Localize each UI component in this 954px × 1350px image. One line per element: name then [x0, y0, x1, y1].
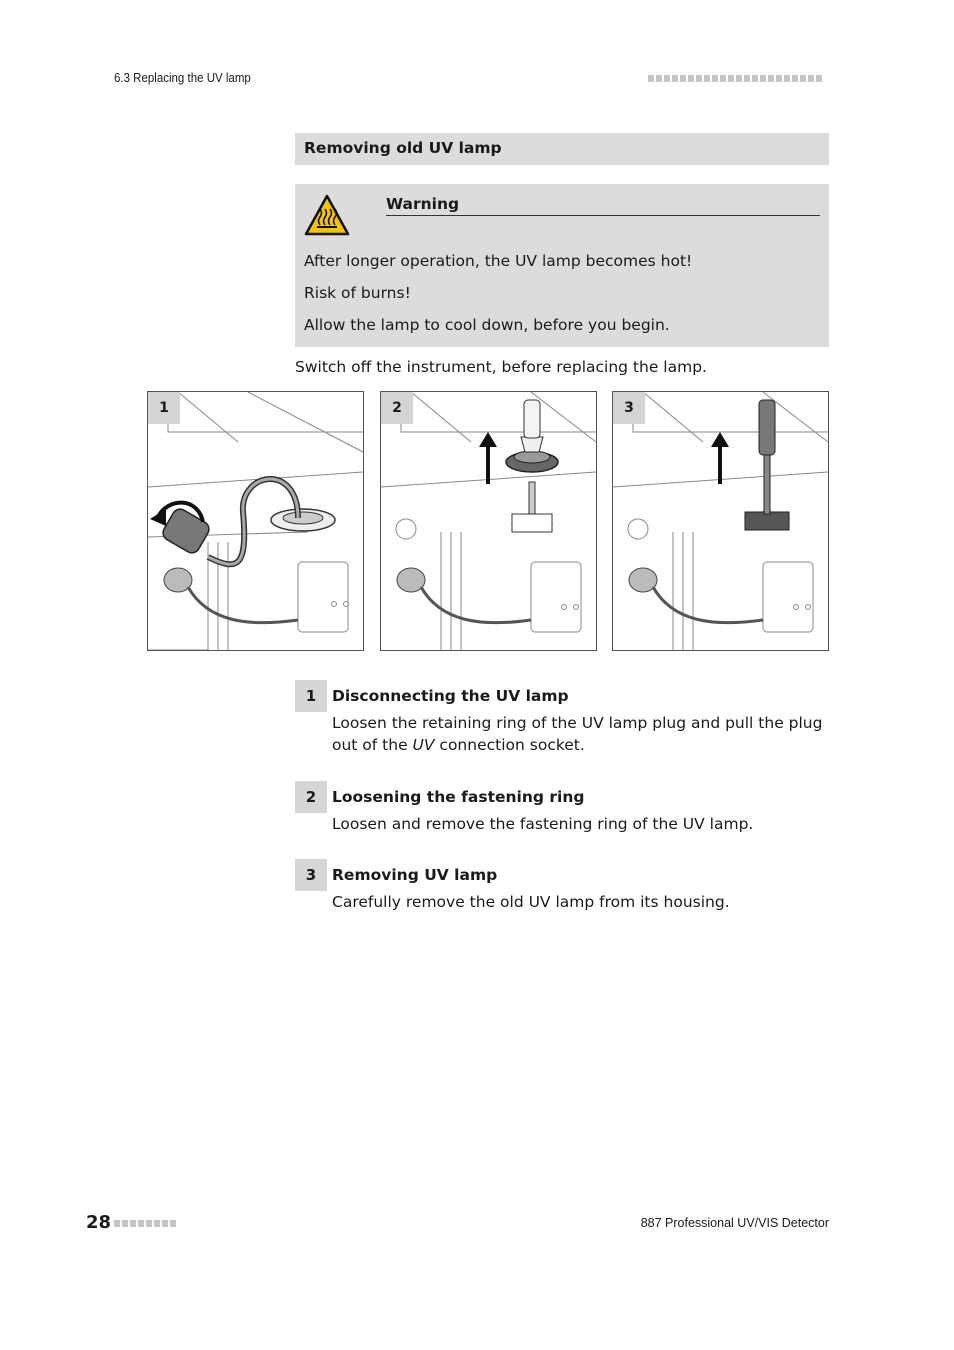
step-body-1-italic: UV — [412, 736, 435, 754]
figure-number-2: 2 — [381, 392, 413, 424]
figure-panel-1 — [147, 391, 364, 651]
page-number: 28 — [86, 1212, 112, 1233]
figure-number-3: 3 — [613, 392, 645, 424]
figure-3-illustration — [613, 392, 828, 650]
step-body-2: Loosen and remove the fastening ring of the UV lamp. — [332, 815, 754, 833]
footer-product: 887 Professional UV/VIS Detector — [640, 1216, 829, 1230]
warning-title-rule — [386, 215, 820, 216]
running-header-section: 6.3 Replacing the UV lamp — [114, 71, 251, 85]
step-title-3: Removing UV lamp — [332, 866, 498, 884]
step-body-3: Carefully remove the old UV lamp from its housing. — [332, 893, 730, 911]
warning-line-3: Allow the lamp to cool down, before you begin. — [304, 316, 670, 334]
step-body-1 — [332, 712, 832, 756]
section-title-bar — [295, 133, 829, 165]
warning-line-2: Risk of burns! — [304, 284, 411, 302]
step-body-1-text-end: connection socket. — [434, 736, 585, 754]
warning-title: Warning — [386, 195, 460, 213]
figure-number-1: 1 — [148, 392, 180, 424]
step-body-1-text: Loosen the retaining ring of the UV lamp plug and pull the plug out of the — [332, 714, 823, 754]
warning-box — [295, 184, 829, 347]
step-title-2: Loosening the fastening ring — [332, 788, 585, 806]
hot-surface-warning-icon — [304, 194, 350, 240]
step-title-1: Disconnecting the UV lamp — [332, 687, 569, 705]
header-decoration — [648, 75, 822, 82]
step-number-1: 1 — [295, 680, 327, 712]
warning-line-1: After longer operation, the UV lamp becomes hot! — [304, 252, 693, 270]
step-number-3: 3 — [295, 859, 327, 891]
figure-2-illustration — [381, 392, 596, 650]
intro-text: Switch off the instrument, before replacing the lamp. — [295, 358, 707, 376]
figure-1-illustration — [148, 392, 363, 650]
section-title: Removing old UV lamp — [304, 139, 502, 157]
figure-panel-3 — [612, 391, 829, 651]
footer-decoration — [114, 1220, 176, 1227]
step-number-2: 2 — [295, 781, 327, 813]
figure-panel-2 — [380, 391, 597, 651]
